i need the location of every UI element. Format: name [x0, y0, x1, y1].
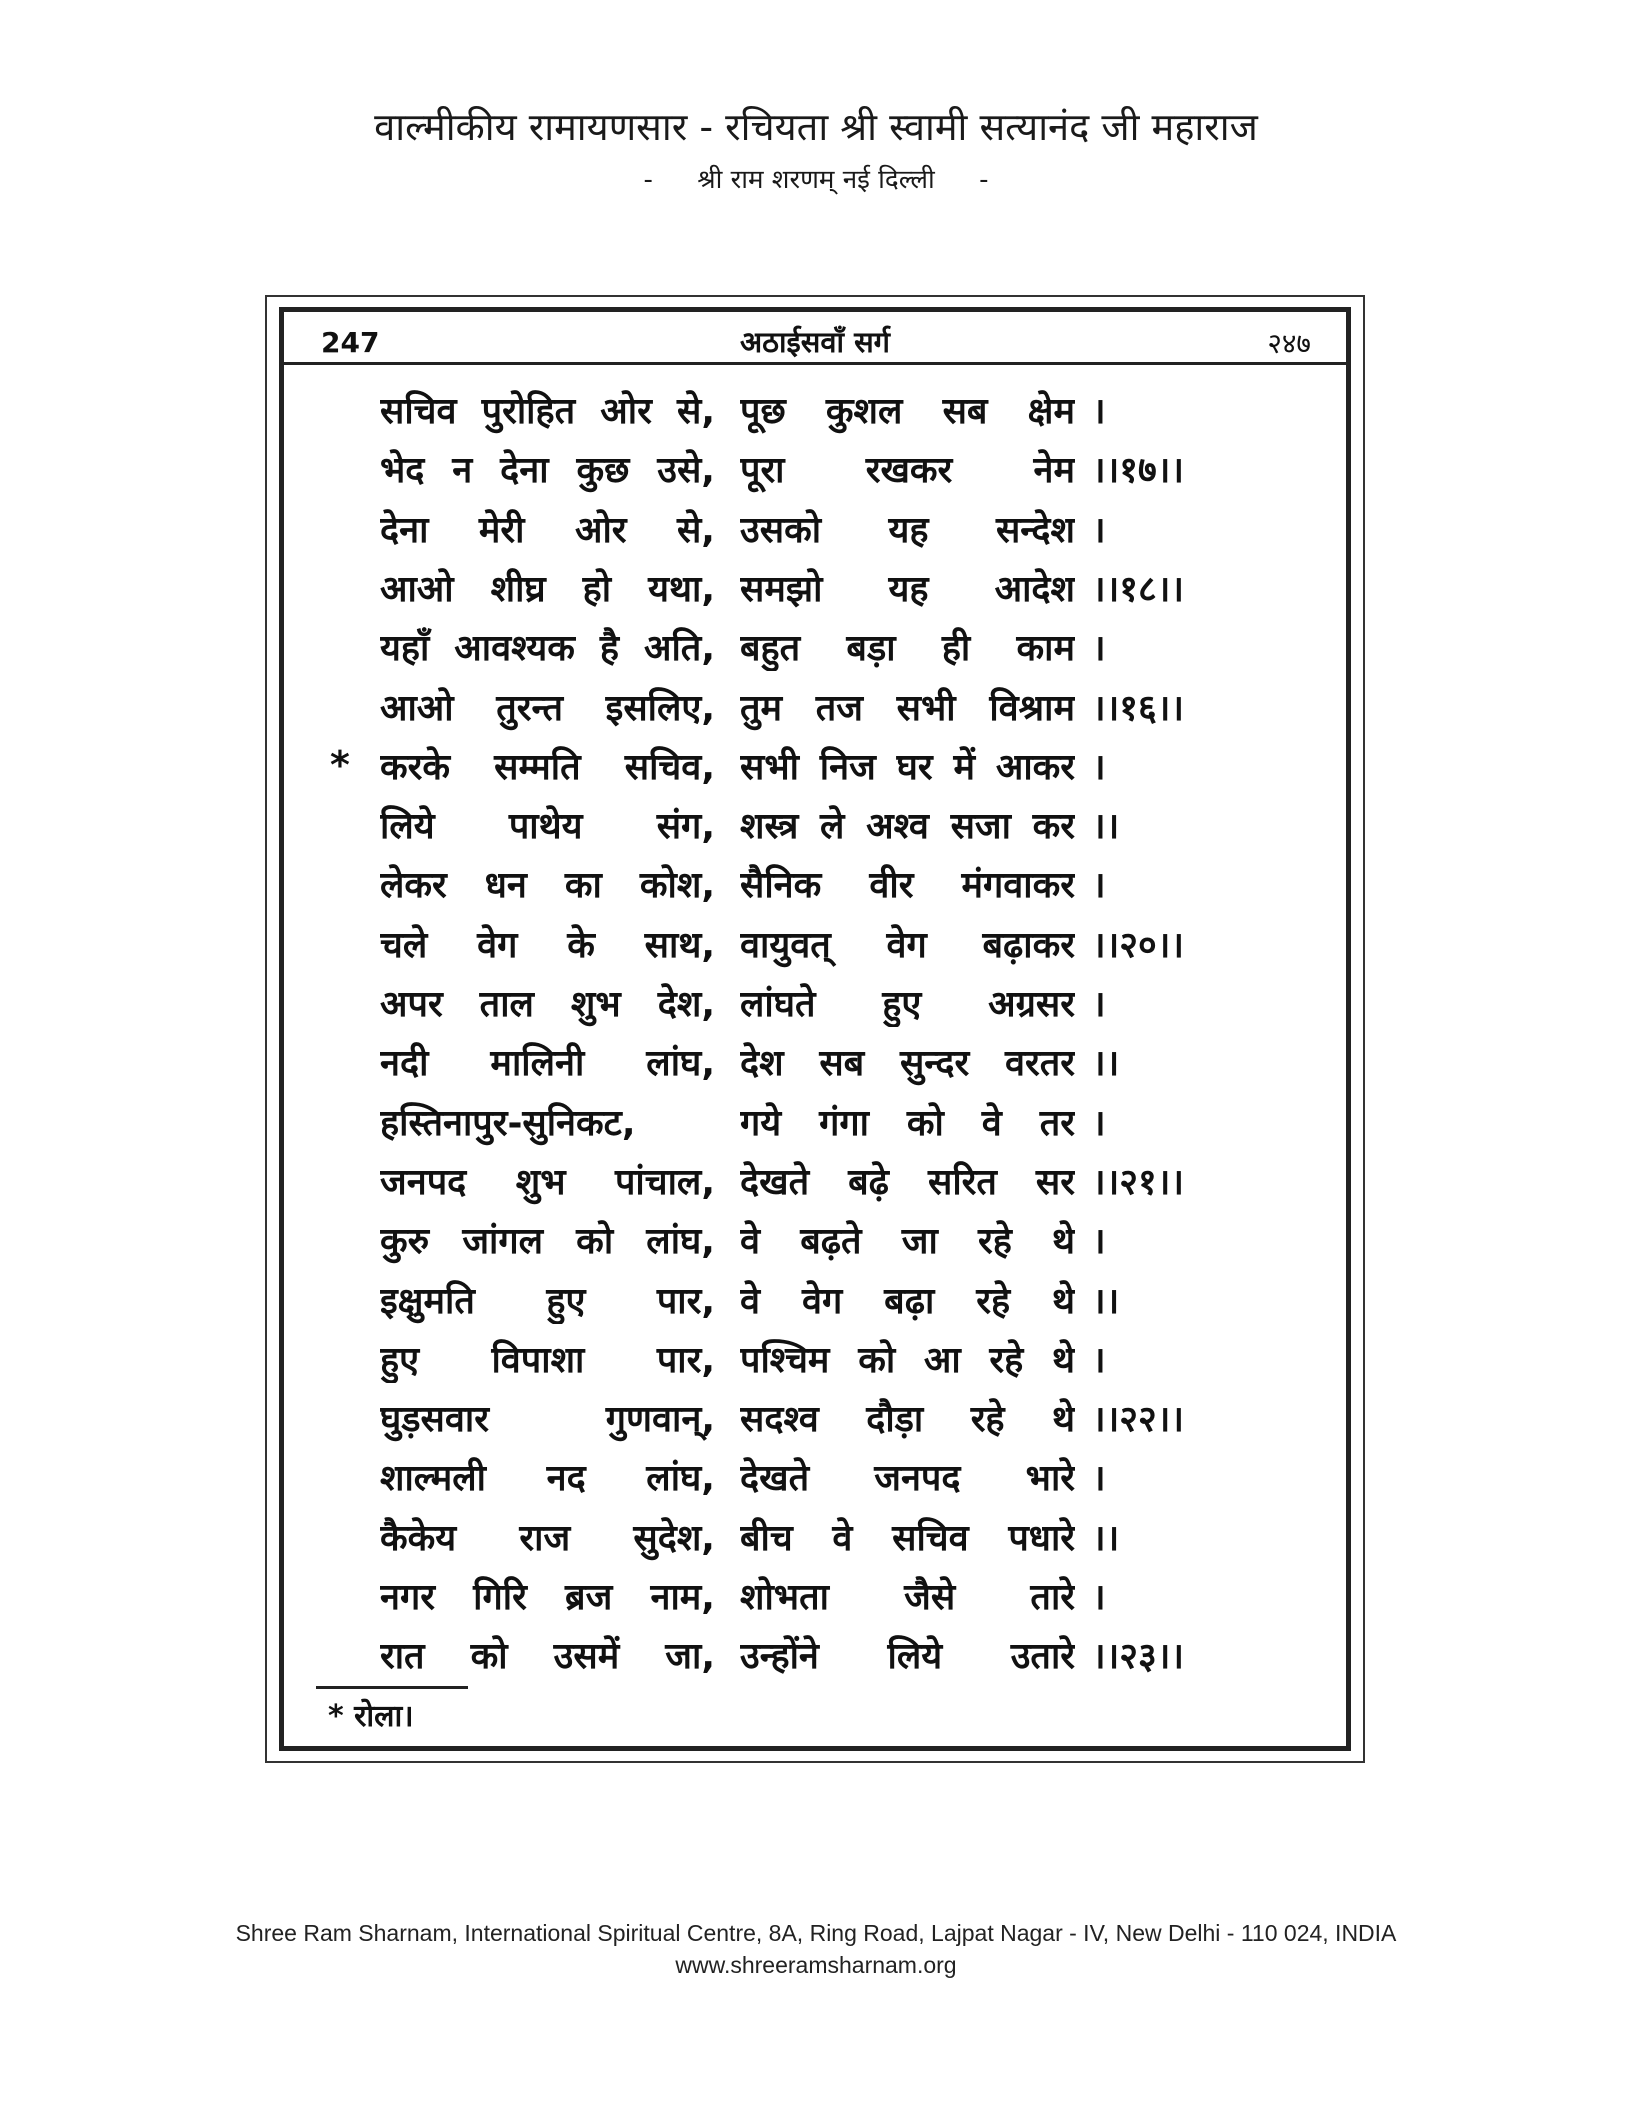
verse-left: लिये पाथेय संग,: [380, 806, 715, 847]
verse-line: [0, 859, 1632, 915]
verse-line: [0, 1097, 1632, 1153]
verse-right: सैनिक वीर मंगवाकर: [740, 865, 1075, 906]
verse-danda: ।: [1092, 1340, 1106, 1381]
verse-danda: ।।: [1092, 1043, 1120, 1084]
verse-left: यहाँ आवश्यक है अति,: [380, 628, 715, 669]
verse-mark: *: [330, 743, 350, 787]
verse-line: [0, 622, 1632, 678]
verse-left: घुड़सवार गुणवान्,: [380, 1399, 715, 1440]
verse-line: [0, 1571, 1632, 1627]
page-number-devanagari: २४७: [1267, 327, 1311, 360]
verse-right: तुम तज सभी विश्राम: [740, 688, 1075, 729]
verse-line: [0, 1275, 1632, 1331]
verse-right: देखते बढ़े सरित सर: [740, 1162, 1075, 1203]
verse-danda: ।: [1092, 391, 1106, 432]
verse-line: [0, 563, 1632, 619]
verse-danda: ।।१६।।: [1092, 688, 1185, 729]
verse-line: [0, 978, 1632, 1034]
verse-line: [0, 444, 1632, 500]
verse-right: देश सब सुन्दर वरतर: [740, 1043, 1075, 1084]
verse-right: शस्त्र ले अश्व सजा कर: [740, 806, 1075, 847]
verse-left: देना मेरी ओर से,: [380, 510, 715, 551]
verse-left: लेकर धन का कोश,: [380, 865, 715, 906]
verse-right: पूछ कुशल सब क्षेम: [740, 391, 1075, 432]
verse-left: नगर गिरि ब्रज नाम,: [380, 1577, 715, 1618]
verse-left: रात को उसमें जा,: [380, 1636, 715, 1677]
verse-danda: ।।: [1092, 1518, 1120, 1559]
document-subtitle: [0, 160, 1632, 196]
verse-left: अपर ताल शुभ देश,: [380, 984, 715, 1025]
subtitle-text: श्री राम शरणम् नई दिल्ली: [697, 165, 935, 195]
verse-danda: ।: [1092, 510, 1106, 551]
verse-left: चले वेग के साथ,: [380, 925, 715, 966]
verse-left: हस्तिनापुर-सुनिकट,: [380, 1103, 636, 1144]
verse-line: [0, 385, 1632, 441]
page-number-latin: 247: [321, 326, 380, 359]
verse-line: [0, 1156, 1632, 1212]
verse-danda: ।: [1092, 1458, 1106, 1499]
verse-left: नदी मालिनी लांघ,: [380, 1043, 715, 1084]
verse-danda: ।: [1092, 1577, 1106, 1618]
verse-line: [0, 919, 1632, 975]
verse-right: देखते जनपद भारे: [740, 1458, 1075, 1499]
verse-danda: ।।२१।।: [1092, 1162, 1185, 1203]
verse-left: करके सम्मति सचिव,: [380, 747, 715, 788]
verse-left: भेद न देना कुछ उसे,: [380, 450, 715, 491]
verse-line: [0, 1512, 1632, 1568]
verse-danda: ।: [1092, 747, 1106, 788]
verse-danda: ।: [1092, 984, 1106, 1025]
verse-danda: ।: [1092, 1103, 1106, 1144]
footnote-divider: [316, 1686, 468, 1689]
verse-left: इक्षुमति हुए पार,: [380, 1281, 715, 1322]
page-header: [279, 318, 1351, 366]
verse-danda: ।।१७।।: [1092, 450, 1185, 491]
verse-danda: ।: [1092, 1221, 1106, 1262]
verse-right: वे वेग बढ़ा रहे थे: [740, 1281, 1075, 1322]
verse-left: कैकेय राज सुदेश,: [380, 1518, 715, 1559]
verse-left: शाल्मली नद लांघ,: [380, 1458, 715, 1499]
verse-left: सचिव पुरोहित ओर से,: [380, 391, 715, 432]
verse-left: कुरु जांगल को लांघ,: [380, 1221, 715, 1262]
subtitle-dash-left: -: [643, 165, 653, 195]
verse-right: पूरा रखकर नेम: [740, 450, 1075, 491]
verse-right: शोभता जैसे तारे: [740, 1577, 1075, 1618]
header-divider: [284, 362, 1346, 365]
verse-right: बीच वे सचिव पधारे: [740, 1518, 1075, 1559]
verse-line: [0, 800, 1632, 856]
verse-danda: ।।२०।।: [1092, 925, 1185, 966]
verse-danda: ।।२२।।: [1092, 1399, 1185, 1440]
verse-right: वे बढ़ते जा रहे थे: [740, 1221, 1075, 1262]
verse-left: आओ तुरन्त इसलिए,: [380, 688, 715, 729]
verse-line: [0, 1630, 1632, 1686]
footer-website: www.shreeramsharnam.org: [675, 1952, 957, 1978]
verse-right: गये गंगा को वे तर: [740, 1103, 1075, 1144]
verse-line: [0, 741, 1632, 797]
verse-right: बहुत बड़ा ही काम: [740, 628, 1075, 669]
verse-line: [0, 1215, 1632, 1271]
verse-line: [0, 1452, 1632, 1508]
verse-right: वायुवत् वेग बढ़ाकर: [740, 925, 1075, 966]
verse-right: समझो यह आदेश: [740, 569, 1075, 610]
verse-right: सभी निज घर में आकर: [740, 747, 1075, 788]
verse-line: [0, 1334, 1632, 1390]
verse-line: [0, 682, 1632, 738]
verse-line: [0, 1037, 1632, 1093]
verse-danda: ।: [1092, 865, 1106, 906]
verse-left: आओ शीघ्र हो यथा,: [380, 569, 715, 610]
verse-right: पश्चिम को आ रहे थे: [740, 1340, 1075, 1381]
document-title: वाल्मीकीय रामायणसार - रचियता श्री स्वामी सत्यानंद जी महाराज: [374, 105, 1258, 149]
section-title: अठाईसवाँ सर्ग: [739, 325, 891, 359]
verse-right: उन्होंने लिये उतारे: [740, 1636, 1075, 1677]
subtitle-dash-right: -: [979, 165, 989, 195]
verse-left: हुए विपाशा पार,: [380, 1340, 715, 1381]
verse-line: [0, 1393, 1632, 1449]
verse-line: [0, 504, 1632, 560]
verse-danda: ।।२३।।: [1092, 1636, 1185, 1677]
verse-right: उसको यह सन्देश: [740, 510, 1075, 551]
footnote: * रोला।: [328, 1699, 414, 1734]
verse-right: लांघते हुए अग्रसर: [740, 984, 1075, 1025]
footer-address: Shree Ram Sharnam, International Spiritual Centre, 8A, Ring Road, Lajpat Nagar - IV, New Delhi - 110 024, INDIA: [235, 1920, 1397, 1946]
verse-right: सदश्व दौड़ा रहे थे: [740, 1399, 1075, 1440]
verse-danda: ।।१८।।: [1092, 569, 1185, 610]
verse-left: जनपद शुभ पांचाल,: [380, 1162, 715, 1203]
verse-danda: ।।: [1092, 806, 1120, 847]
verse-danda: ।।: [1092, 1281, 1120, 1322]
verse-danda: ।: [1092, 628, 1106, 669]
